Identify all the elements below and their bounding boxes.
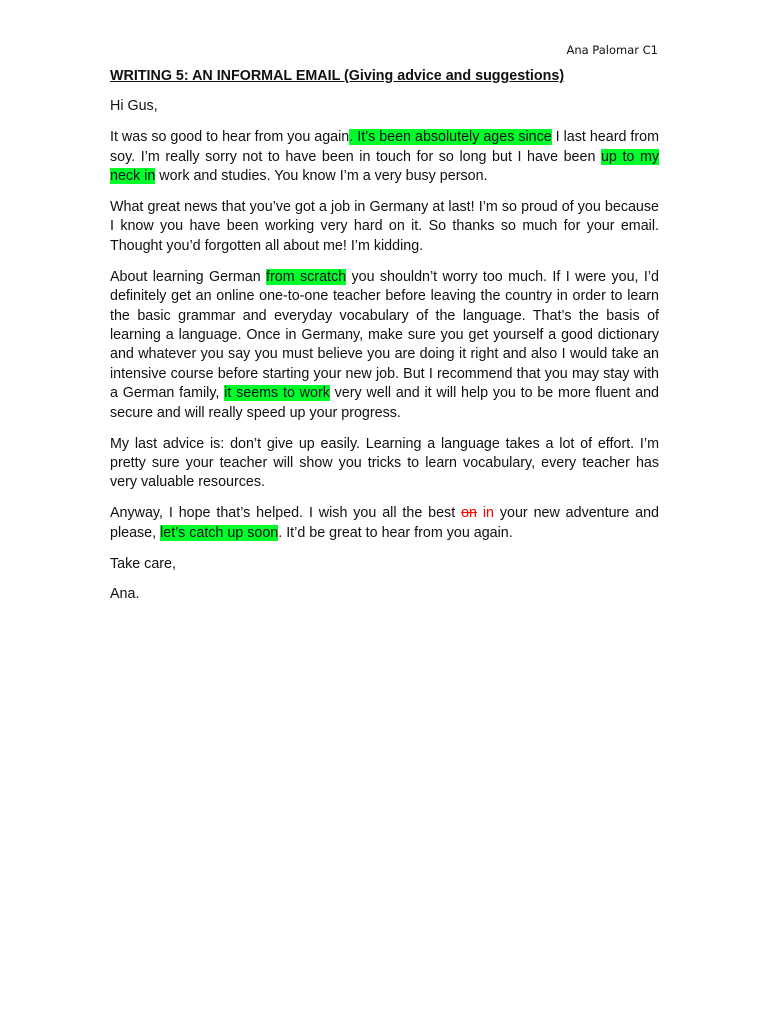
closing: Take care, — [110, 555, 176, 572]
paragraph-5-text-b: your new adventure and please, — [110, 505, 659, 541]
paragraph-1 — [110, 128, 659, 186]
paragraph-5-text-a: Anyway, I hope that’s helped. I wish you all the best — [110, 505, 462, 522]
paragraph-5-text-c: . It’d be great to hear from you again. — [278, 524, 513, 541]
paragraph-1-text-b: I last heard from soy. I’m really sorry not to have been in touch for so long but I have been — [110, 129, 659, 165]
highlight-catch-up-soon: let’s catch up soon — [160, 524, 279, 541]
paragraph-3 — [110, 268, 659, 423]
signature: Ana. — [110, 586, 140, 603]
highlight-from-scratch: from scratch — [266, 268, 347, 285]
author-header: Ana Palomar C1 — [566, 43, 658, 57]
struck-word: on — [461, 505, 477, 522]
paragraph-2: What great news that you’ve got a job in Germany at last! I’m so proud of you because I know you have been working very hard on it. So thanks so much for your email. Thought you’d forgotten all about me! I’m kidding. — [110, 199, 659, 254]
correction-word: in — [482, 505, 494, 522]
document-body — [110, 67, 659, 616]
paragraph-1-text-c: work and studies. You know I’m a very busy person. — [155, 168, 488, 185]
paragraph-4: My last advice is: don’t give up easily. Learning a language takes a lot of effort. I’m pretty sure your teacher will show you tricks to learn vocabulary, every teacher has very valuable resources. — [110, 435, 659, 491]
highlight-up-to-my-neck: up to my neck in — [110, 148, 660, 185]
paragraph-3-text-c: very well and it will help you to be more fluent and secure and will really speed up your progress. — [110, 385, 659, 421]
paragraph-3-text-a: About learning German — [110, 268, 267, 285]
paragraph-1-text-a: It was so good to hear from you again — [110, 129, 350, 146]
greeting: Hi Gus, — [110, 98, 158, 115]
highlight-ages-since: . It’s been absolutely ages since — [349, 129, 552, 146]
highlight-seems-to-work: it seems to work — [224, 385, 330, 402]
paragraph-5 — [110, 504, 659, 543]
document-title: WRITING 5: AN INFORMAL EMAIL (Giving advice and suggestions) — [110, 68, 565, 84]
paragraph-3-text-b: you shouldn’t worry too much. If I were you, I’d definitely get an online one-to-one teacher before leaving the country in order to learn the basic grammar and everyday vocabulary of the language. That’s the basis of learning a language. Once in Germany, make sure you get yourself a good dictionary and whatever you say you must believe you are doing it right and also I would take an intensive course before starting your new job. But I recommend that you may stay with a German family, — [110, 268, 659, 402]
